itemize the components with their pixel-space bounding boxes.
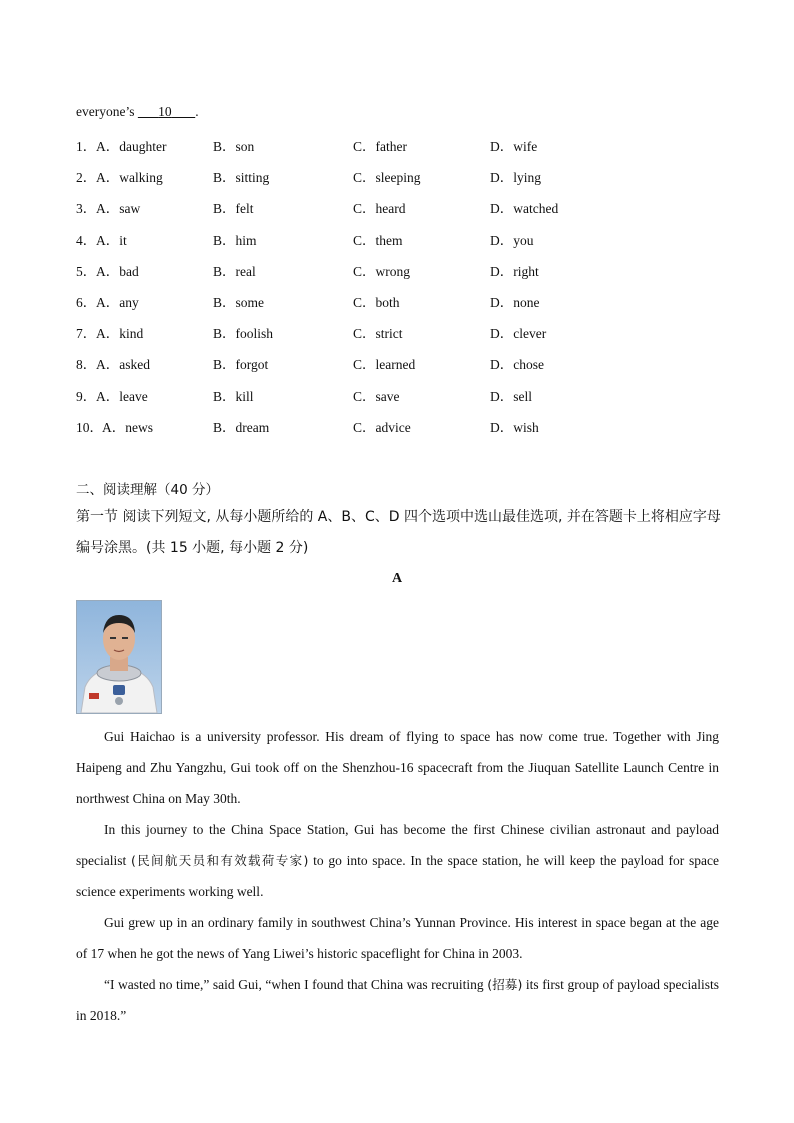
question-number: 2． xyxy=(76,170,97,186)
question-number: 4． xyxy=(76,232,97,248)
option-c: C．sleeping xyxy=(353,170,421,186)
option-a: A．daughter xyxy=(96,139,167,154)
question-row xyxy=(76,416,736,436)
question-number: 6． xyxy=(76,295,97,310)
answer-blank: 10 xyxy=(158,104,172,119)
option-a: A．saw xyxy=(96,201,141,217)
question-number: 9． xyxy=(76,388,97,404)
option-a: A．kind xyxy=(96,326,144,342)
question-row xyxy=(76,197,736,217)
question-number: 8． xyxy=(76,357,97,373)
question-row xyxy=(76,229,736,249)
option-a: A．walking xyxy=(96,170,163,186)
option-d: D．lying xyxy=(490,170,542,186)
option-a: A．news xyxy=(102,419,153,435)
question-row xyxy=(76,166,736,186)
prev-text: everyone’s xyxy=(76,104,138,119)
question-row xyxy=(76,353,736,373)
option-c: C．them xyxy=(353,232,403,248)
option-c: C．strict xyxy=(353,326,403,342)
question-row xyxy=(76,322,736,342)
question-number: 1． xyxy=(76,139,97,154)
option-c: C．learned xyxy=(353,357,416,373)
option-b: B．foolish xyxy=(213,326,274,342)
option-d: D．wish xyxy=(490,419,539,435)
chinese-gloss: (民间航天员和有效载荷专家) xyxy=(130,853,309,868)
option-d: D．right xyxy=(490,263,539,279)
question-row xyxy=(76,135,736,155)
option-a: A．any xyxy=(96,295,139,310)
astronaut-photo xyxy=(76,600,162,714)
option-c: C．save xyxy=(353,388,400,404)
question-number: 5． xyxy=(76,263,97,279)
option-c: C．father xyxy=(353,139,407,154)
option-b: B．felt xyxy=(213,201,254,217)
section-title: 二、阅读理解（40 分） xyxy=(76,482,219,498)
option-b: B．son xyxy=(213,139,255,154)
question-number: 7． xyxy=(76,326,97,342)
question-row xyxy=(76,291,736,311)
question-number: 10． xyxy=(76,419,103,435)
option-d: D．chose xyxy=(490,357,544,373)
option-b: B．real xyxy=(213,263,256,279)
question-row xyxy=(76,385,736,405)
option-b: B．him xyxy=(213,232,257,248)
passage-paragraph-1: Gui Haichao is a university professor. His dream of flying to space has now come true. Together with Jing Haipeng and Zhu Yangzhu, Gui took off on the Shenzhou-16 spacecraft from the Jiuquan Satellite Launch Centre in northwest China on May 30th. xyxy=(76,729,719,806)
option-a: A．bad xyxy=(96,263,139,279)
option-a: A．asked xyxy=(96,357,150,373)
option-a: A．it xyxy=(96,232,127,248)
option-b: B．dream xyxy=(213,419,270,435)
option-d: D．clever xyxy=(490,326,547,342)
passage-paragraph-3: Gui grew up in an ordinary family in southwest China’s Yunnan Province. His interest in space began at the age of 17 when he got the news of Yang Liwei’s historic spaceflight for China in 2003. xyxy=(76,915,719,961)
option-d: D．none xyxy=(490,295,540,310)
question-number: 3． xyxy=(76,201,97,217)
option-b: B．forgot xyxy=(213,357,269,373)
option-d: D．sell xyxy=(490,388,532,404)
previous-passage-end: everyone’s 10 . xyxy=(76,104,199,119)
passage-paragraph-2: In this journey to the China Space Station, Gui has become the first Chinese civilian astronaut and payload specialist (民间航天员和有效载荷专家) to go into space. In the space station, he will keep the payload for space science experiments working well. xyxy=(76,822,719,899)
option-c: C．both xyxy=(353,295,400,310)
section-instruction: 第一节 阅读下列短文, 从每小题所给的 A、B、C、D 四个选项中选山最佳选项, 并在答题卡上将相应字母编号涂黑。(共 15 小题, 每小题 2 分) xyxy=(76,509,721,556)
option-d: D．wife xyxy=(490,139,538,154)
option-b: B．sitting xyxy=(213,170,270,186)
chinese-gloss: (招募) xyxy=(487,977,523,992)
option-c: C．advice xyxy=(353,419,411,435)
option-b: B．some xyxy=(213,295,265,310)
option-d: D．watched xyxy=(490,201,559,217)
option-c: C．heard xyxy=(353,201,406,217)
passage-paragraph-4: “I wasted no time,” said Gui, “when I found that China was recruiting (招募) its first group of payload specialists in 2018.” xyxy=(76,977,719,1023)
option-b: B．kill xyxy=(213,388,254,404)
option-c: C．wrong xyxy=(353,263,410,279)
question-row xyxy=(76,260,736,280)
passage-label: A xyxy=(391,571,403,586)
option-d: D．you xyxy=(490,232,534,248)
option-a: A．leave xyxy=(96,388,148,404)
